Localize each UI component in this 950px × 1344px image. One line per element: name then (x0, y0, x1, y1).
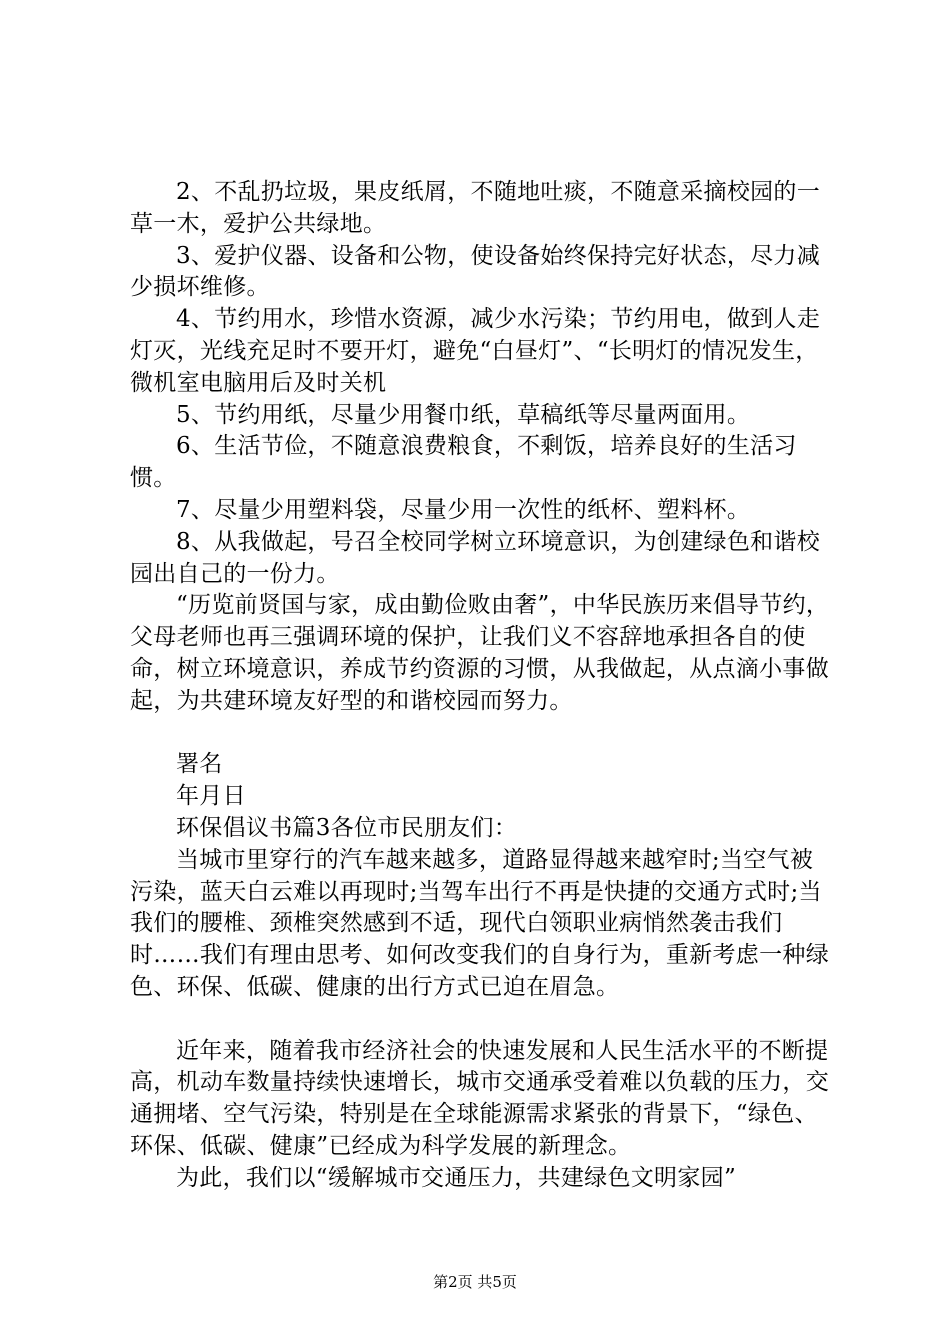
blank-line (130, 718, 830, 750)
paragraph-item-2: 2、不乱扔垃圾，果皮纸屑，不随地吐痰，不随意采摘校园的一草一木，爱护公共绿地。 (130, 179, 821, 237)
paragraph-recent-years: 近年来，随着我市经济社会的快速发展和人民生活水平的不断提高，机动车数量持续快速增长，城市交通承受着难以负载的压力，交通拥堵、空气污染，特别是在全球能源需求紧张的背景下，“绿色、环保、低碳、健康”已经成为科学发展的新理念。 (130, 1037, 829, 1159)
blank-line (130, 1004, 830, 1036)
page-number: 第2页 共5页 (433, 1273, 517, 1291)
page-footer (0, 1272, 950, 1292)
signature-line: 署名 (176, 751, 223, 778)
paragraph-city-traffic: 当城市里穿行的汽车越来越多，道路显得越来越窄时;当空气被污染，蓝天白云难以再现时;当驾车出行不再是快捷的交通方式时;当我们的腰椎、颈椎突然感到不适，现代白领职业病悄然袭击我们时……我们有理由思考、如何改变我们的自身行为，重新考虑一种绿色、环保、低碳、健康的出行方式已迫在眉急。 (130, 846, 829, 1000)
date-line: 年月日 (176, 783, 246, 810)
paragraph-item-5: 5、节约用纸，尽量少用餐巾纸，草稿纸等尽量两面用。 (176, 401, 751, 428)
paragraph-item-8: 8、从我做起，号召全校同学树立环境意识，为创建绿色和谐校园出自己的一份力。 (130, 528, 821, 587)
section-heading: 环保倡议书篇3各位市民朋友们： (176, 814, 518, 841)
paragraph-item-7: 7、尽量少用塑料袋，尽量少用一次性的纸杯、塑料杯。 (176, 496, 751, 523)
paragraph-item-4: 4、节约用水，珍惜水资源，减少水污染；节约用电，做到人走灯灭，光线充足时不要开灯，避免“白昼灯”、“长明灯的情况发生，微机室电脑用后及时关机 (130, 306, 821, 396)
paragraph-therefore: 为此，我们以“缓解城市交通压力，共建绿色文明家园” (176, 1164, 737, 1191)
document-body (130, 177, 830, 1195)
paragraph-item-6: 6、生活节俭，不随意浪费粮食，不剩饭，培养良好的生活习惯。 (130, 433, 797, 492)
paragraph-item-3: 3、爱护仪器、设备和公物，使设备始终保持完好状态，尽力减少损坏维修。 (130, 242, 821, 301)
closing-paragraph: “历览前贤国与家，成由勤俭败由奢”，中华民族历来倡导节约，父母老师也再三强调环境的保护，让我们义不容辞地承担各自的使命，树立环境意识，养成节约资源的习惯，从我做起，从点滴小事做起，为共建环境友好型的和谐校园而努力。 (130, 592, 830, 714)
